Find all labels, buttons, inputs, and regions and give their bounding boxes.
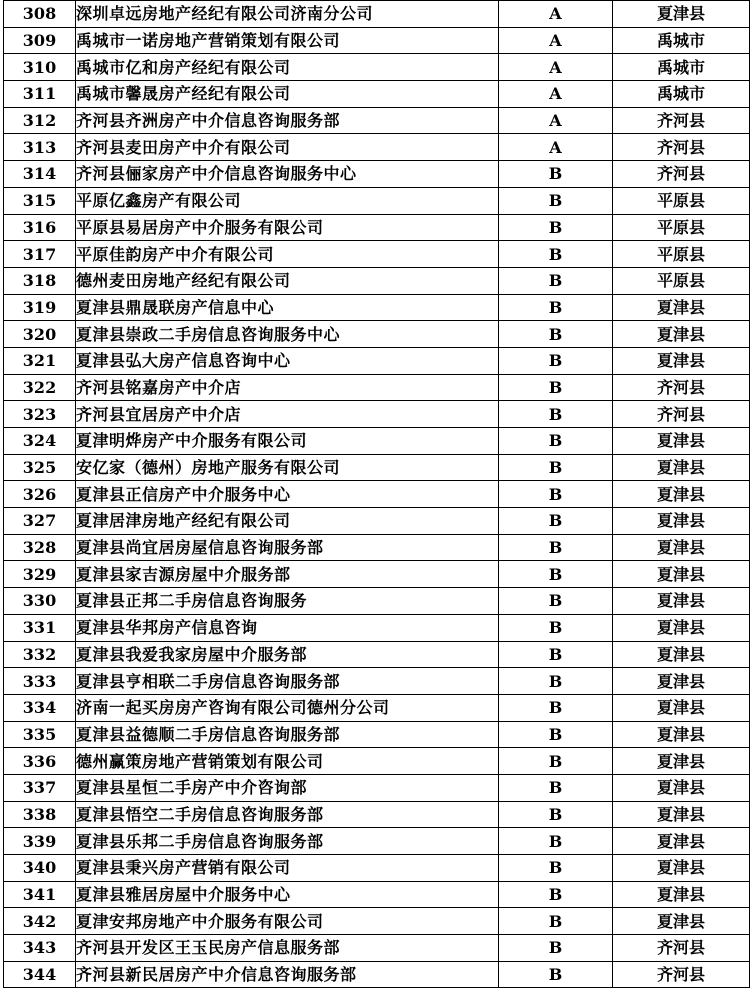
table-row <box>4 454 750 481</box>
county-cell: 夏津县 <box>613 748 750 775</box>
row-number-cell: 343 <box>4 935 76 962</box>
grade-cell: B <box>499 454 613 481</box>
company-name-cell: 齐河县俪家房产中介信息咨询服务中心 <box>76 161 499 188</box>
table-row <box>4 721 750 748</box>
company-name-cell: 齐河县宜居房产中介店 <box>76 401 499 428</box>
table-row <box>4 508 750 535</box>
company-name-cell: 夏津安邦房地产中介服务有限公司 <box>76 908 499 935</box>
company-name-cell: 齐河县齐洲房产中介信息咨询服务部 <box>76 107 499 134</box>
company-name-cell: 夏津县乐邦二手房信息咨询服务部 <box>76 828 499 855</box>
county-cell: 夏津县 <box>613 347 750 374</box>
table-row <box>4 267 750 294</box>
grade-cell: B <box>499 801 613 828</box>
table-row <box>4 27 750 54</box>
row-number-cell: 344 <box>4 961 76 988</box>
row-number-cell: 340 <box>4 855 76 882</box>
table-row <box>4 81 750 108</box>
row-number-cell: 339 <box>4 828 76 855</box>
company-rating-table <box>3 0 750 988</box>
grade-cell: B <box>499 961 613 988</box>
county-cell: 平原县 <box>613 187 750 214</box>
county-cell: 禹城市 <box>613 27 750 54</box>
grade-cell: B <box>499 347 613 374</box>
county-cell: 夏津县 <box>613 774 750 801</box>
county-cell: 齐河县 <box>613 107 750 134</box>
company-name-cell: 齐河县铭嘉房产中介店 <box>76 374 499 401</box>
grade-cell: B <box>499 241 613 268</box>
company-name-cell: 德州麦田房地产经纪有限公司 <box>76 267 499 294</box>
row-number-cell: 329 <box>4 561 76 588</box>
company-name-cell: 夏津县益德顺二手房信息咨询服务部 <box>76 721 499 748</box>
table-row <box>4 881 750 908</box>
row-number-cell: 315 <box>4 187 76 214</box>
company-name-cell: 安亿家（德州）房地产服务有限公司 <box>76 454 499 481</box>
company-name-cell: 夏津县我爱我家房屋中介服务部 <box>76 641 499 668</box>
company-name-cell: 禹城市一诺房地产营销策划有限公司 <box>76 27 499 54</box>
table-row <box>4 214 750 241</box>
county-cell: 夏津县 <box>613 428 750 455</box>
county-cell: 齐河县 <box>613 935 750 962</box>
table-row <box>4 134 750 161</box>
row-number-cell: 317 <box>4 241 76 268</box>
county-cell: 夏津县 <box>613 855 750 882</box>
grade-cell: B <box>499 534 613 561</box>
grade-cell: B <box>499 721 613 748</box>
row-number-cell: 341 <box>4 881 76 908</box>
county-cell: 齐河县 <box>613 134 750 161</box>
grade-cell: B <box>499 187 613 214</box>
table-row <box>4 534 750 561</box>
company-name-cell: 平原佳韵房产中介有限公司 <box>76 241 499 268</box>
table-row <box>4 347 750 374</box>
row-number-cell: 327 <box>4 508 76 535</box>
row-number-cell: 320 <box>4 321 76 348</box>
company-name-cell: 夏津县鼎晟联房产信息中心 <box>76 294 499 321</box>
company-name-cell: 平原县易居房产中介服务有限公司 <box>76 214 499 241</box>
grade-cell: B <box>499 641 613 668</box>
table-row <box>4 374 750 401</box>
table-row <box>4 641 750 668</box>
table-row <box>4 481 750 508</box>
grade-cell: B <box>499 694 613 721</box>
grade-cell: B <box>499 828 613 855</box>
county-cell: 齐河县 <box>613 401 750 428</box>
grade-cell: B <box>499 294 613 321</box>
company-name-cell: 齐河县麦田房产中介有限公司 <box>76 134 499 161</box>
row-number-cell: 331 <box>4 614 76 641</box>
county-cell: 平原县 <box>613 267 750 294</box>
grade-cell: B <box>499 561 613 588</box>
company-name-cell: 平原亿鑫房产有限公司 <box>76 187 499 214</box>
company-name-cell: 禹城市亿和房产经纪有限公司 <box>76 54 499 81</box>
grade-cell: B <box>499 668 613 695</box>
company-name-cell: 禹城市馨晟房产经纪有限公司 <box>76 81 499 108</box>
row-number-cell: 332 <box>4 641 76 668</box>
table-row <box>4 54 750 81</box>
grade-cell: B <box>499 214 613 241</box>
grade-cell: A <box>499 134 613 161</box>
row-number-cell: 323 <box>4 401 76 428</box>
county-cell: 夏津县 <box>613 534 750 561</box>
company-name-cell: 夏津县雅居房屋中介服务中心 <box>76 881 499 908</box>
table-row <box>4 107 750 134</box>
table-row <box>4 187 750 214</box>
grade-cell: B <box>499 774 613 801</box>
company-name-cell: 德州赢策房地产营销策划有限公司 <box>76 748 499 775</box>
grade-cell: A <box>499 54 613 81</box>
table-row <box>4 961 750 988</box>
grade-cell: B <box>499 748 613 775</box>
row-number-cell: 316 <box>4 214 76 241</box>
grade-cell: B <box>499 374 613 401</box>
grade-cell: B <box>499 267 613 294</box>
row-number-cell: 330 <box>4 588 76 615</box>
grade-cell: A <box>499 1 613 28</box>
table-row <box>4 401 750 428</box>
table-row <box>4 935 750 962</box>
row-number-cell: 333 <box>4 668 76 695</box>
row-number-cell: 321 <box>4 347 76 374</box>
table-body <box>4 1 750 988</box>
county-cell: 禹城市 <box>613 54 750 81</box>
county-cell: 夏津县 <box>613 614 750 641</box>
county-cell: 夏津县 <box>613 481 750 508</box>
row-number-cell: 308 <box>4 1 76 28</box>
county-cell: 夏津县 <box>613 1 750 28</box>
grade-cell: B <box>499 935 613 962</box>
row-number-cell: 338 <box>4 801 76 828</box>
company-name-cell: 夏津县尚宜居房屋信息咨询服务部 <box>76 534 499 561</box>
county-cell: 齐河县 <box>613 161 750 188</box>
county-cell: 夏津县 <box>613 561 750 588</box>
company-name-cell: 夏津县正邦二手房信息咨询服务 <box>76 588 499 615</box>
table-row <box>4 801 750 828</box>
table-row <box>4 561 750 588</box>
county-cell: 夏津县 <box>613 908 750 935</box>
company-name-cell: 深圳卓远房地产经纪有限公司济南分公司 <box>76 1 499 28</box>
county-cell: 夏津县 <box>613 668 750 695</box>
county-cell: 夏津县 <box>613 641 750 668</box>
row-number-cell: 326 <box>4 481 76 508</box>
table-row <box>4 855 750 882</box>
grade-cell: B <box>499 321 613 348</box>
table-row <box>4 1 750 28</box>
company-name-cell: 夏津明烨房产中介服务有限公司 <box>76 428 499 455</box>
row-number-cell: 322 <box>4 374 76 401</box>
company-name-cell: 齐河县新民居房产中介信息咨询服务部 <box>76 961 499 988</box>
grade-cell: A <box>499 27 613 54</box>
grade-cell: B <box>499 481 613 508</box>
company-name-cell: 夏津县悟空二手房信息咨询服务部 <box>76 801 499 828</box>
row-number-cell: 318 <box>4 267 76 294</box>
grade-cell: B <box>499 161 613 188</box>
row-number-cell: 325 <box>4 454 76 481</box>
grade-cell: B <box>499 614 613 641</box>
county-cell: 齐河县 <box>613 961 750 988</box>
row-number-cell: 314 <box>4 161 76 188</box>
county-cell: 夏津县 <box>613 454 750 481</box>
table-row <box>4 614 750 641</box>
company-name-cell: 夏津县华邦房产信息咨询 <box>76 614 499 641</box>
county-cell: 夏津县 <box>613 508 750 535</box>
row-number-cell: 336 <box>4 748 76 775</box>
table-row <box>4 774 750 801</box>
company-name-cell: 夏津县弘大房产信息咨询中心 <box>76 347 499 374</box>
company-name-cell: 齐河县开发区王玉民房产信息服务部 <box>76 935 499 962</box>
county-cell: 平原县 <box>613 241 750 268</box>
table-row <box>4 668 750 695</box>
table-row <box>4 294 750 321</box>
row-number-cell: 342 <box>4 908 76 935</box>
table-row <box>4 694 750 721</box>
grade-cell: B <box>499 855 613 882</box>
table-row <box>4 161 750 188</box>
county-cell: 夏津县 <box>613 721 750 748</box>
grade-cell: B <box>499 428 613 455</box>
table-row <box>4 828 750 855</box>
grade-cell: B <box>499 508 613 535</box>
company-name-cell: 夏津县正信房产中介服务中心 <box>76 481 499 508</box>
row-number-cell: 310 <box>4 54 76 81</box>
row-number-cell: 311 <box>4 81 76 108</box>
company-name-cell: 夏津县崇政二手房信息咨询服务中心 <box>76 321 499 348</box>
row-number-cell: 312 <box>4 107 76 134</box>
row-number-cell: 319 <box>4 294 76 321</box>
grade-cell: B <box>499 881 613 908</box>
grade-cell: A <box>499 81 613 108</box>
table-row <box>4 748 750 775</box>
company-name-cell: 济南一起买房房产咨询有限公司德州分公司 <box>76 694 499 721</box>
county-cell: 齐河县 <box>613 374 750 401</box>
grade-cell: B <box>499 401 613 428</box>
county-cell: 夏津县 <box>613 828 750 855</box>
county-cell: 夏津县 <box>613 801 750 828</box>
company-name-cell: 夏津县家吉源房屋中介服务部 <box>76 561 499 588</box>
company-name-cell: 夏津居津房地产经纪有限公司 <box>76 508 499 535</box>
table-row <box>4 588 750 615</box>
company-name-cell: 夏津县亨相联二手房信息咨询服务部 <box>76 668 499 695</box>
company-name-cell: 夏津县秉兴房产营销有限公司 <box>76 855 499 882</box>
row-number-cell: 335 <box>4 721 76 748</box>
row-number-cell: 324 <box>4 428 76 455</box>
county-cell: 夏津县 <box>613 294 750 321</box>
grade-cell: A <box>499 107 613 134</box>
table-row <box>4 241 750 268</box>
row-number-cell: 309 <box>4 27 76 54</box>
grade-cell: B <box>499 588 613 615</box>
row-number-cell: 334 <box>4 694 76 721</box>
county-cell: 平原县 <box>613 214 750 241</box>
table-row <box>4 428 750 455</box>
county-cell: 夏津县 <box>613 321 750 348</box>
row-number-cell: 337 <box>4 774 76 801</box>
county-cell: 禹城市 <box>613 81 750 108</box>
grade-cell: B <box>499 908 613 935</box>
table-row <box>4 321 750 348</box>
table-row <box>4 908 750 935</box>
county-cell: 夏津县 <box>613 588 750 615</box>
county-cell: 夏津县 <box>613 694 750 721</box>
row-number-cell: 328 <box>4 534 76 561</box>
company-name-cell: 夏津县星恒二手房产中介咨询部 <box>76 774 499 801</box>
county-cell: 夏津县 <box>613 881 750 908</box>
row-number-cell: 313 <box>4 134 76 161</box>
